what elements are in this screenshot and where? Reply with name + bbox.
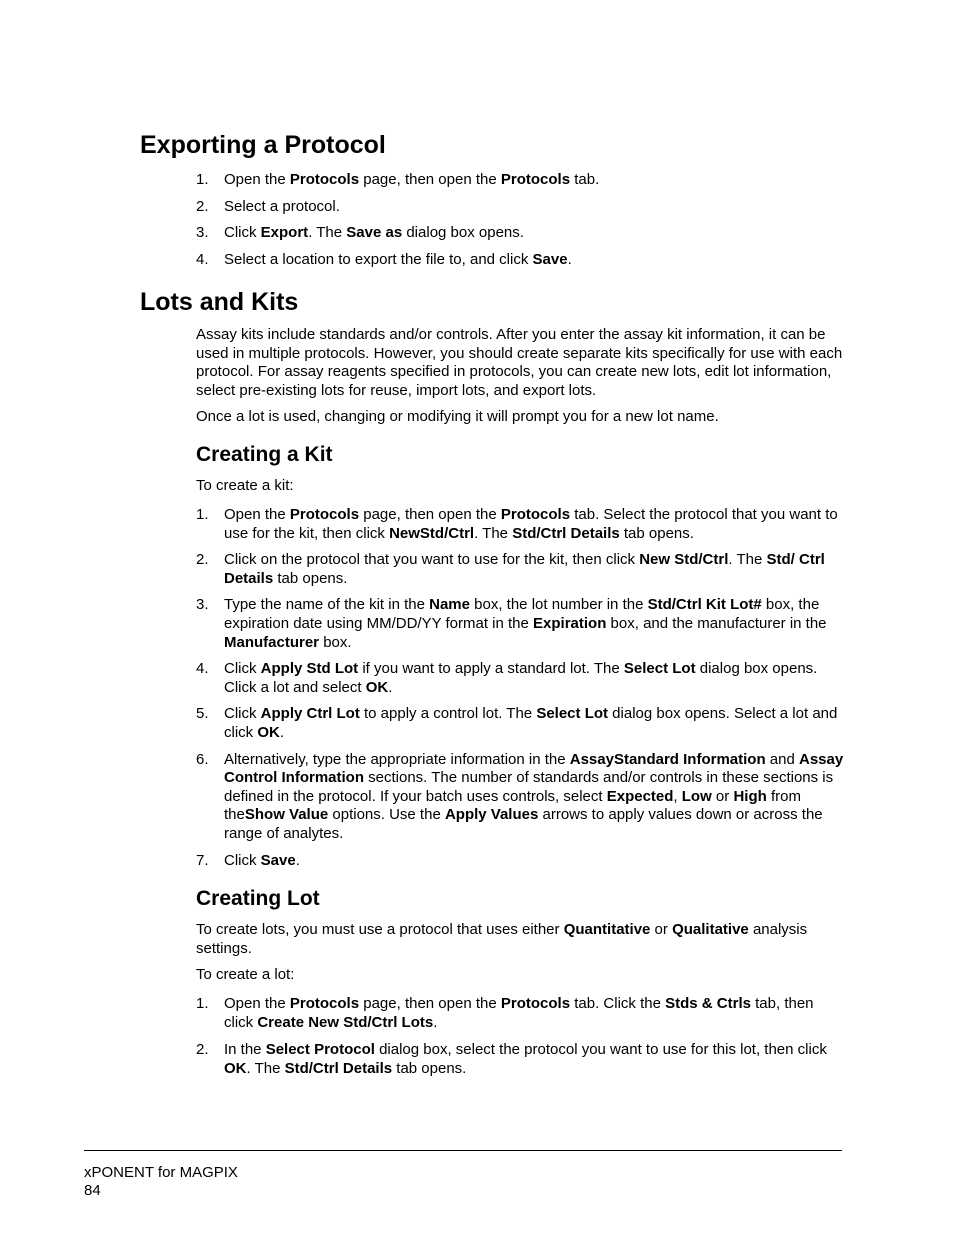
text-run: page, then open the xyxy=(359,506,501,523)
text-run: tab, then click xyxy=(224,995,814,1031)
text-run: options. Use the xyxy=(328,806,445,824)
list-item xyxy=(196,171,846,190)
bold-ui-term: High xyxy=(733,787,767,805)
text-run: . The xyxy=(308,224,347,242)
text-run: Select a protocol. xyxy=(224,197,340,215)
step-number: 7. xyxy=(196,851,209,869)
bold-ui-term: Apply Std Lot xyxy=(260,660,359,678)
bold-ui-term: Expiration xyxy=(533,614,607,632)
footer-divider xyxy=(84,1150,842,1151)
text-run: . The xyxy=(474,524,513,542)
lot-intro-paragraph xyxy=(196,921,846,958)
bold-ui-term: Select Lot xyxy=(623,660,696,678)
text-run: dialog box opens. Select a lot and click xyxy=(224,705,838,741)
bold-ui-term: Std/ Ctrl Details xyxy=(224,551,825,587)
text-run: tab opens. xyxy=(273,569,348,587)
list-item xyxy=(196,852,846,871)
step-number: 2. xyxy=(196,551,209,569)
bold-ui-term: New Std/Ctrl xyxy=(639,551,729,569)
text-run: Select a location to export the file to, and click xyxy=(224,250,533,268)
text-run: . xyxy=(433,1013,438,1031)
text-run: Click xyxy=(224,851,261,869)
bold-ui-term: OK xyxy=(257,723,280,741)
bold-ui-term: Protocols xyxy=(500,506,571,523)
text-run: from the xyxy=(224,787,801,824)
text-run: tab. Click the xyxy=(570,995,666,1012)
text-run: In the xyxy=(224,1041,266,1059)
list-item xyxy=(196,506,846,543)
bold-ui-term: Std/Ctrl Details xyxy=(512,524,620,542)
step-number: 2. xyxy=(196,1041,209,1059)
text-run: Type the name of the kit in the xyxy=(224,596,430,614)
text-run: Click xyxy=(224,705,261,723)
bold-ui-term: Manufacturer xyxy=(224,633,320,651)
bold-ui-term: OK xyxy=(365,678,389,696)
text-run: . xyxy=(279,723,285,741)
text-run: Click xyxy=(224,224,261,242)
step-number: 5. xyxy=(196,705,209,723)
text-run: . The xyxy=(246,1059,285,1077)
bold-ui-term: Protocols xyxy=(500,995,571,1012)
step-number: 3. xyxy=(196,596,209,614)
text-run: Open the xyxy=(224,506,290,523)
bold-ui-term: Std/Ctrl Details xyxy=(284,1059,393,1077)
bold-ui-term: Protocols xyxy=(289,995,360,1012)
bold-ui-term: Save as xyxy=(346,224,403,242)
lots-intro-paragraph: Assay kits include standards and/or controls. After you enter the assay kit information, it can be used in multiple protocols. However, you should create separate kits specifically for use with each protocol. For assay reagents specified in protocols, you can create new lots, edit lot information, select pre-existing lots for reuse, import lots, and export lots. xyxy=(196,326,843,399)
bold-ui-term: Save xyxy=(532,250,568,268)
step-number: 1. xyxy=(196,171,209,188)
footer-product-name: xPONENT for MAGPIX xyxy=(84,1164,238,1181)
bold-ui-term: Std/Ctrl Kit Lot# xyxy=(647,596,762,614)
text-run: . The xyxy=(728,551,767,569)
text-run: . xyxy=(295,851,300,869)
step-number: 6. xyxy=(196,750,209,768)
text-run: Open the xyxy=(224,171,290,188)
text-run: dialog box, select the protocol you want to use for this lot, then click xyxy=(374,1041,827,1059)
text-run: page, then open the xyxy=(359,171,501,188)
bold-ui-term: Protocols xyxy=(500,171,571,188)
bold-ui-term: NewStd/Ctrl xyxy=(389,524,475,542)
bold-ui-term: Qualitative xyxy=(672,921,749,938)
text-run: arrows to apply values down or across the range of analytes. xyxy=(224,806,823,842)
list-item xyxy=(196,995,846,1032)
heading-creating-kit: Creating a Kit xyxy=(196,443,333,466)
exporting-steps-list xyxy=(196,171,846,269)
bold-ui-term: AssayStandard Information xyxy=(569,750,766,768)
text-run: . xyxy=(567,250,572,268)
lot-intro2-paragraph: To create a lot: xyxy=(196,966,295,983)
list-item xyxy=(196,751,846,844)
text-run: and xyxy=(765,750,799,768)
step-number: 1. xyxy=(196,506,209,523)
list-item xyxy=(196,198,846,217)
bold-ui-term: Select Lot xyxy=(536,705,609,723)
text-run: Open the xyxy=(224,995,290,1012)
step-number: 4. xyxy=(196,660,209,678)
text-run: to apply a control lot. The xyxy=(359,705,537,723)
heading-creating-lot: Creating Lot xyxy=(196,887,320,910)
step-number: 1. xyxy=(196,995,209,1012)
bold-ui-term: Save xyxy=(260,851,296,869)
bold-ui-term: Expected xyxy=(606,787,674,805)
text-run: , xyxy=(673,787,682,805)
text-run: page, then open the xyxy=(359,995,501,1012)
step-number: 3. xyxy=(196,224,209,242)
bold-ui-term: Create New Std/Ctrl Lots xyxy=(257,1013,434,1031)
text-run: . xyxy=(388,678,393,696)
bold-ui-term: Protocols xyxy=(289,171,360,188)
step-number: 4. xyxy=(196,250,209,268)
list-item xyxy=(196,224,846,243)
text-run: if you want to apply a standard lot. The xyxy=(358,660,624,678)
kit-intro-paragraph: To create a kit: xyxy=(196,477,294,494)
bold-ui-term: Assay Control Information xyxy=(224,750,844,787)
list-item xyxy=(196,1041,846,1078)
step-number: 2. xyxy=(196,197,209,215)
text-run: Alternatively, type the appropriate information in the xyxy=(224,750,570,768)
text-run: or xyxy=(650,921,673,938)
heading-lots-and-kits: Lots and Kits xyxy=(140,288,299,316)
text-run: tab. Select the protocol that you want to use for the kit, then click xyxy=(224,506,838,542)
bold-ui-term: Apply Values xyxy=(444,806,539,824)
footer-page-number: 84 xyxy=(84,1182,101,1199)
text-run: analysis settings. xyxy=(196,921,808,957)
bold-ui-term: Quantitative xyxy=(563,921,651,938)
text-run: box, the expiration date using MM/DD/YY format in the xyxy=(224,596,820,632)
list-item xyxy=(196,660,846,697)
text-run: box. xyxy=(319,633,352,651)
text-run: dialog box opens. Click a lot and select xyxy=(224,660,818,696)
bold-ui-term: Export xyxy=(260,224,309,242)
lot-steps-list xyxy=(196,995,846,1078)
bold-ui-term: Name xyxy=(429,596,470,614)
bold-ui-term: Protocols xyxy=(289,506,360,523)
text-run: tab opens. xyxy=(392,1059,467,1077)
text-run: tab opens. xyxy=(619,524,694,542)
text-run: box, and the manufacturer in the xyxy=(606,614,827,632)
bold-ui-term: Apply Ctrl Lot xyxy=(260,705,360,723)
text-run: tab. xyxy=(570,171,600,188)
text-run: Click on the protocol that you want to use for the kit, then click xyxy=(224,551,640,569)
text-run: or xyxy=(711,787,734,805)
bold-ui-term: Select Protocol xyxy=(265,1041,375,1059)
lots-note-paragraph: Once a lot is used, changing or modifying it will prompt you for a new lot name. xyxy=(196,408,719,425)
text-run: box, the lot number in the xyxy=(469,596,648,614)
list-item xyxy=(196,551,846,588)
kit-steps-list xyxy=(196,506,846,870)
text-run: sections. The number of standards and/or controls in these sections is defined in the protocol. If your batch uses controls, select xyxy=(224,769,834,805)
bold-ui-term: OK xyxy=(224,1059,247,1077)
bold-ui-term: Stds & Ctrls xyxy=(665,995,751,1012)
heading-exporting-protocol: Exporting a Protocol xyxy=(140,131,386,159)
list-item xyxy=(196,596,846,652)
text-run: Click xyxy=(224,660,261,678)
list-item xyxy=(196,251,846,270)
bold-ui-term: Show Value xyxy=(244,806,329,824)
text-run: To create lots, you must use a protocol that uses either xyxy=(196,921,564,938)
list-item xyxy=(196,705,846,742)
bold-ui-term: Low xyxy=(681,787,712,805)
text-run: dialog box opens. xyxy=(402,224,524,242)
